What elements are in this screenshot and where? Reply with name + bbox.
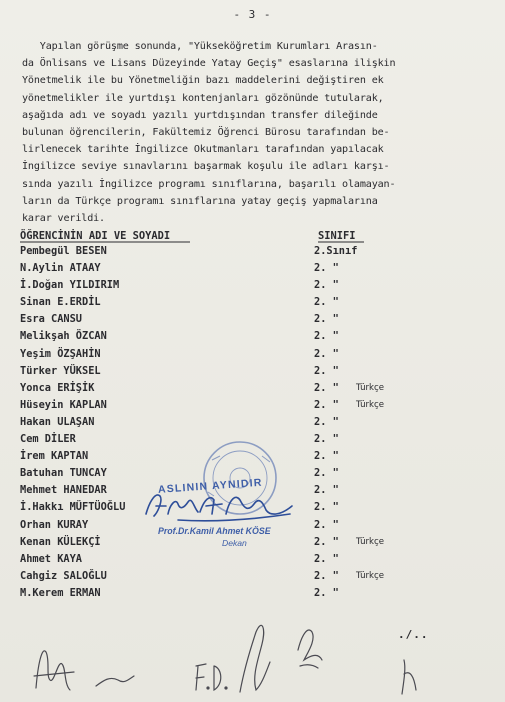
student-name: Cem DİLER [20,433,76,446]
paragraph-line: Yönetmelik ile bu Yönetmeliğin bazı maddelerini değiştiren ek [22,75,384,87]
paragraph-line: İngilizce seviye sınavlarını başarmak koşulu ile adları karşı- [22,161,390,173]
student-class: 2. " [314,552,339,565]
paragraph-line: bulunan öğrencilerin, Fakültemiz Öğrenci Bürosu tarafından be- [22,126,390,138]
paragraph-line: Yapılan görüşme sonunda, "Yükseköğretim Kurumları Arasın- [22,41,378,52]
student-name: Hüseyin KAPLAN [20,398,107,411]
paragraph-line: aşağıda adı ve soyadı yazılı yurtdışından transfer dileğinde [22,109,378,121]
student-class: 2. " [314,569,339,582]
student-class: 2. " [314,279,339,292]
student-name: Türker YÜKSEL [20,364,101,377]
student-class: 2. " [314,330,339,343]
continuation-mark: ./.. [398,628,429,641]
student-name: Batuhan TUNCAY [20,467,107,480]
student-class: 2. " [314,381,339,394]
paragraph-line: sında yazılı İngilizce programı sınıflarına, başarılı olamayan- [22,178,396,190]
student-name: Hakan ULAŞAN [20,415,95,428]
student-name: İ.Doğan YILDIRIM [20,279,120,292]
student-name: Mehmet HANEDAR [20,484,107,497]
signature-4 [240,625,270,692]
signature-5 [298,630,322,668]
student-class: 2. " [314,398,339,411]
paragraph-line: yönetmelikler ile yurtdışı kontenjanları gözönünde tutularak, [22,92,384,104]
student-name: N.Aylin ATAAY [20,262,101,275]
program-note: Türkçe [356,399,385,410]
student-name: Pembegül BESEN [20,245,107,257]
student-name: İ.Hakkı MÜFTÜOĞLU [20,501,126,514]
program-note: Türkçe [356,570,385,581]
student-class: 2. " [314,535,339,548]
paragraph-line: karar verildi. [22,212,105,224]
program-note: Türkçe [356,382,385,393]
student-name: Sinan E.ERDİL [20,296,101,309]
student-class: 2. " [314,347,339,360]
student-class: 2. " [314,484,339,497]
paragraph-line: ların da Türkçe programı sınıflarına yatay geçiş yapmalarına [22,195,378,207]
student-name: İrem KAPTAN [20,450,89,463]
signature-6 [402,660,416,694]
student-name: Kenan KÜLEKÇİ [20,535,101,548]
column-header-class: SINIFI [318,230,356,242]
student-class: 2. " [314,467,339,480]
paragraph-line: da Önlisans ve Lisans Düzeyinde Yatay Geçiş" esaslarına ilişkin [22,58,396,70]
student-name: Yeşim ÖZŞAHİN [20,347,101,360]
svg-text:Prof.Dr.Kamil Ahmet KÖSE: Prof.Dr.Kamil Ahmet KÖSE [158,526,271,536]
page-number: - 3 - [233,8,272,21]
student-name: Esra CANSU [20,313,82,326]
student-name: Ahmet KAYA [20,552,82,565]
signature-3 [196,664,227,690]
student-class: 2. " [314,296,339,309]
signature-2 [96,676,134,686]
student-class: 2. " [314,415,339,428]
student-class: 2.Sınıf [314,245,358,257]
signature-1 [34,651,74,690]
student-class: 2. " [314,518,339,531]
student-name: Melikşah ÖZCAN [20,330,107,343]
student-class: 2. " [314,501,339,514]
paragraph-line: lirlenecek tarihte İngilizce Okutmanları tarafından yapılacak [22,144,384,156]
svg-text:ASLININ AYNIDIR: ASLININ AYNIDIR [157,476,263,496]
student-class: 2. " [314,433,339,446]
student-name: Yonca ERİŞİK [20,381,95,394]
student-name: Cahgiz SALOĞLU [20,569,107,582]
student-class: 2. " [314,586,339,599]
student-class: 2. " [314,262,339,275]
svg-text:Dekan: Dekan [222,538,247,548]
student-class: 2. " [314,364,339,377]
student-name: M.Kerem ERMAN [20,586,101,599]
column-header-student-name: ÖĞRENCİNİN ADI VE SOYADI [20,230,171,242]
student-class: 2. " [314,313,339,326]
program-note: Türkçe [356,536,385,547]
student-name: Orhan KURAY [20,518,89,531]
student-class: 2. " [314,450,339,463]
